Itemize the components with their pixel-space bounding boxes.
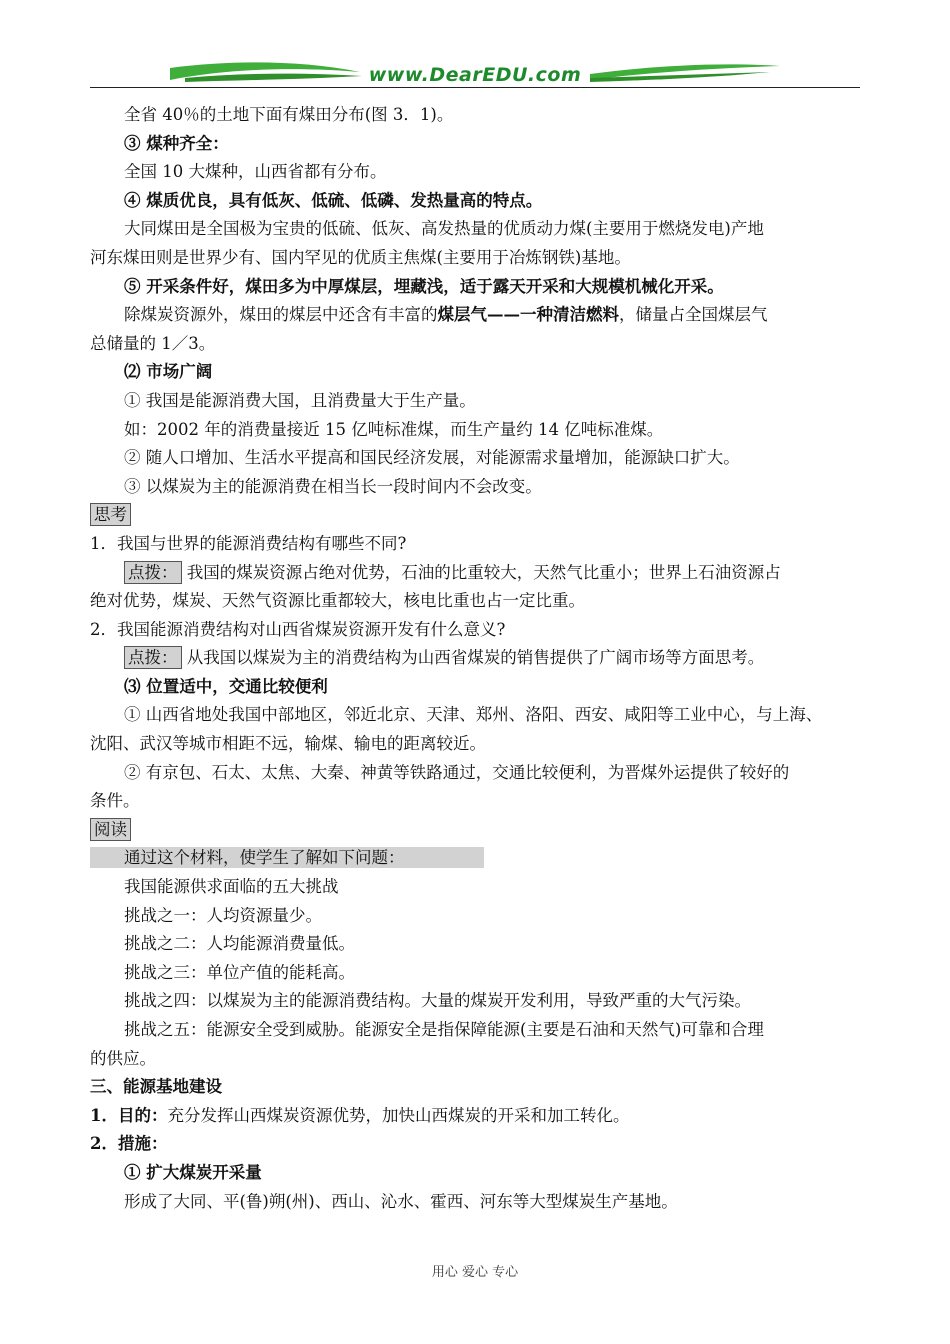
- paragraph-line: 我国能源供求面临的五大挑战: [124, 877, 339, 897]
- hint-label: 点拨：: [124, 646, 182, 669]
- paragraph-line: [90, 301, 862, 330]
- reading-label: 阅读: [90, 818, 131, 841]
- list-item: 挑战之五：能源安全受到威胁。能源安全是指保障能源(主要是石油和天然气)可靠和合理: [124, 1020, 764, 1039]
- hint-label: 点拨：: [124, 561, 182, 584]
- paragraph-line: 全省 40％的土地下面有煤田分布(图 3．1)。: [124, 105, 454, 124]
- list-item: 挑战之二：人均能源消费量低。: [124, 934, 355, 954]
- bold-text-run: 1．目的：: [90, 1105, 168, 1125]
- text-run: 充分发挥山西煤炭资源优势，加快山西煤炭的开采和加工转化。: [167, 1105, 630, 1125]
- page-footer: 用心 爱心 专心: [431, 1265, 519, 1280]
- paragraph-line: ③ 以煤炭为主的能源消费在相当长一段时间内不会改变。: [124, 476, 542, 496]
- paragraph-line: 条件。: [90, 791, 140, 811]
- paragraph-line: 大同煤田是全国极为宝贵的低硫、低灰、高发热量的优质动力煤(主要用于燃烧发电)产地: [124, 219, 764, 239]
- paragraph-line: [90, 1102, 862, 1131]
- subheading: ③ 煤种齐全：: [124, 133, 229, 153]
- think-label-line: [90, 501, 862, 530]
- chapter-heading: 三、能源基地建设: [90, 1077, 222, 1097]
- paragraph-line: 形成了大同、平(鲁)朔(州)、西山、沁水、霍西、河东等大型煤炭生产基地。: [124, 1191, 678, 1211]
- list-item: 挑战之一：人均资源量少。: [124, 905, 322, 925]
- paragraph-line: 全国 10 大煤种，山西省都有分布。: [124, 162, 387, 182]
- question-line: 2．我国能源消费结构对山西省煤炭资源开发有什么意义?: [90, 619, 506, 639]
- section-heading: ⑶ 位置适中，交通比较便利: [124, 676, 328, 696]
- reading-label-line: [90, 816, 862, 845]
- paragraph-line: ① 我国是能源消费大国，且消费量大于生产量。: [124, 390, 476, 410]
- think-label: 思考: [90, 503, 131, 526]
- paragraph-line: ① 山西省地处我国中部地区，邻近北京、天津、郑州、洛阳、西安、咸阳等工业中心，与上海、: [124, 705, 823, 725]
- subheading: ⑤ 开采条件好，煤田多为中厚煤层，埋藏浅，适于露天开采和大规模机械化开采。: [124, 276, 724, 296]
- paragraph-line: 总储量的 1／3。: [90, 333, 216, 353]
- subheading: ④ 煤质优良，具有低灰、低硫、低磷、发热量高的特点。: [124, 190, 543, 210]
- text-run: 从我国以煤炭为主的消费结构为山西省煤炭的销售提供了广阔市场等方面思考。: [186, 648, 765, 668]
- document-body: [90, 101, 862, 1216]
- list-item: 挑战之四：以煤炭为主的能源消费结构。大量的煤炭开发利用，导致严重的大气污染。: [124, 991, 751, 1011]
- text-run: ，储量占全国煤层气: [619, 305, 768, 325]
- hint-line: [90, 559, 862, 588]
- header-divider: [90, 87, 860, 88]
- paragraph-line: 的供应。: [90, 1048, 156, 1068]
- page-header: [90, 58, 860, 90]
- paragraph-line: ② 随人口增加、生活水平提高和国民经济发展，对能源需求量增加，能源缺口扩大。: [124, 448, 740, 468]
- paragraph-line: 河东煤田则是世界少有、国内罕见的优质主焦煤(主要用于冶炼钢铁)基地。: [90, 247, 631, 267]
- bold-text-run: 煤层气——一种清洁燃料: [437, 305, 619, 325]
- highlighted-line: [90, 844, 862, 873]
- text-run: 除煤炭资源外，煤田的煤层中还含有丰富的: [124, 305, 438, 325]
- paragraph-line: 沈阳、武汉等城市相距不远，输煤、输电的距离较近。: [90, 734, 486, 754]
- highlight-bar: 通过这个材料，使学生了解如下问题：: [90, 847, 484, 868]
- paragraph-line: 绝对优势，煤炭、天然气资源比重都较大，核电比重也占一定比重。: [90, 591, 585, 611]
- list-item: 挑战之三：单位产值的能耗高。: [124, 962, 355, 982]
- subheading: ① 扩大煤炭开采量: [124, 1162, 262, 1182]
- hint-line: [90, 644, 862, 673]
- section-heading: ⑵ 市场广阔: [124, 362, 213, 382]
- paragraph-line: ② 有京包、石太、太焦、大秦、神黄等铁路通过，交通比较便利，为晋煤外运提供了较好的: [124, 762, 790, 782]
- question-line: 1．我国与世界的能源消费结构有哪些不同?: [90, 533, 407, 553]
- paragraph-line: 如：2002 年的消费量接近 15 亿吨标准煤，而生产量约 14 亿吨标准煤。: [124, 419, 664, 439]
- text-run: 我国的煤炭资源占绝对优势，石油的比重较大，天然气比重小；世界上石油资源占: [186, 562, 781, 582]
- subheading: 2．措施：: [90, 1134, 168, 1154]
- site-logo[interactable]: www.DearEDU.com: [368, 64, 582, 86]
